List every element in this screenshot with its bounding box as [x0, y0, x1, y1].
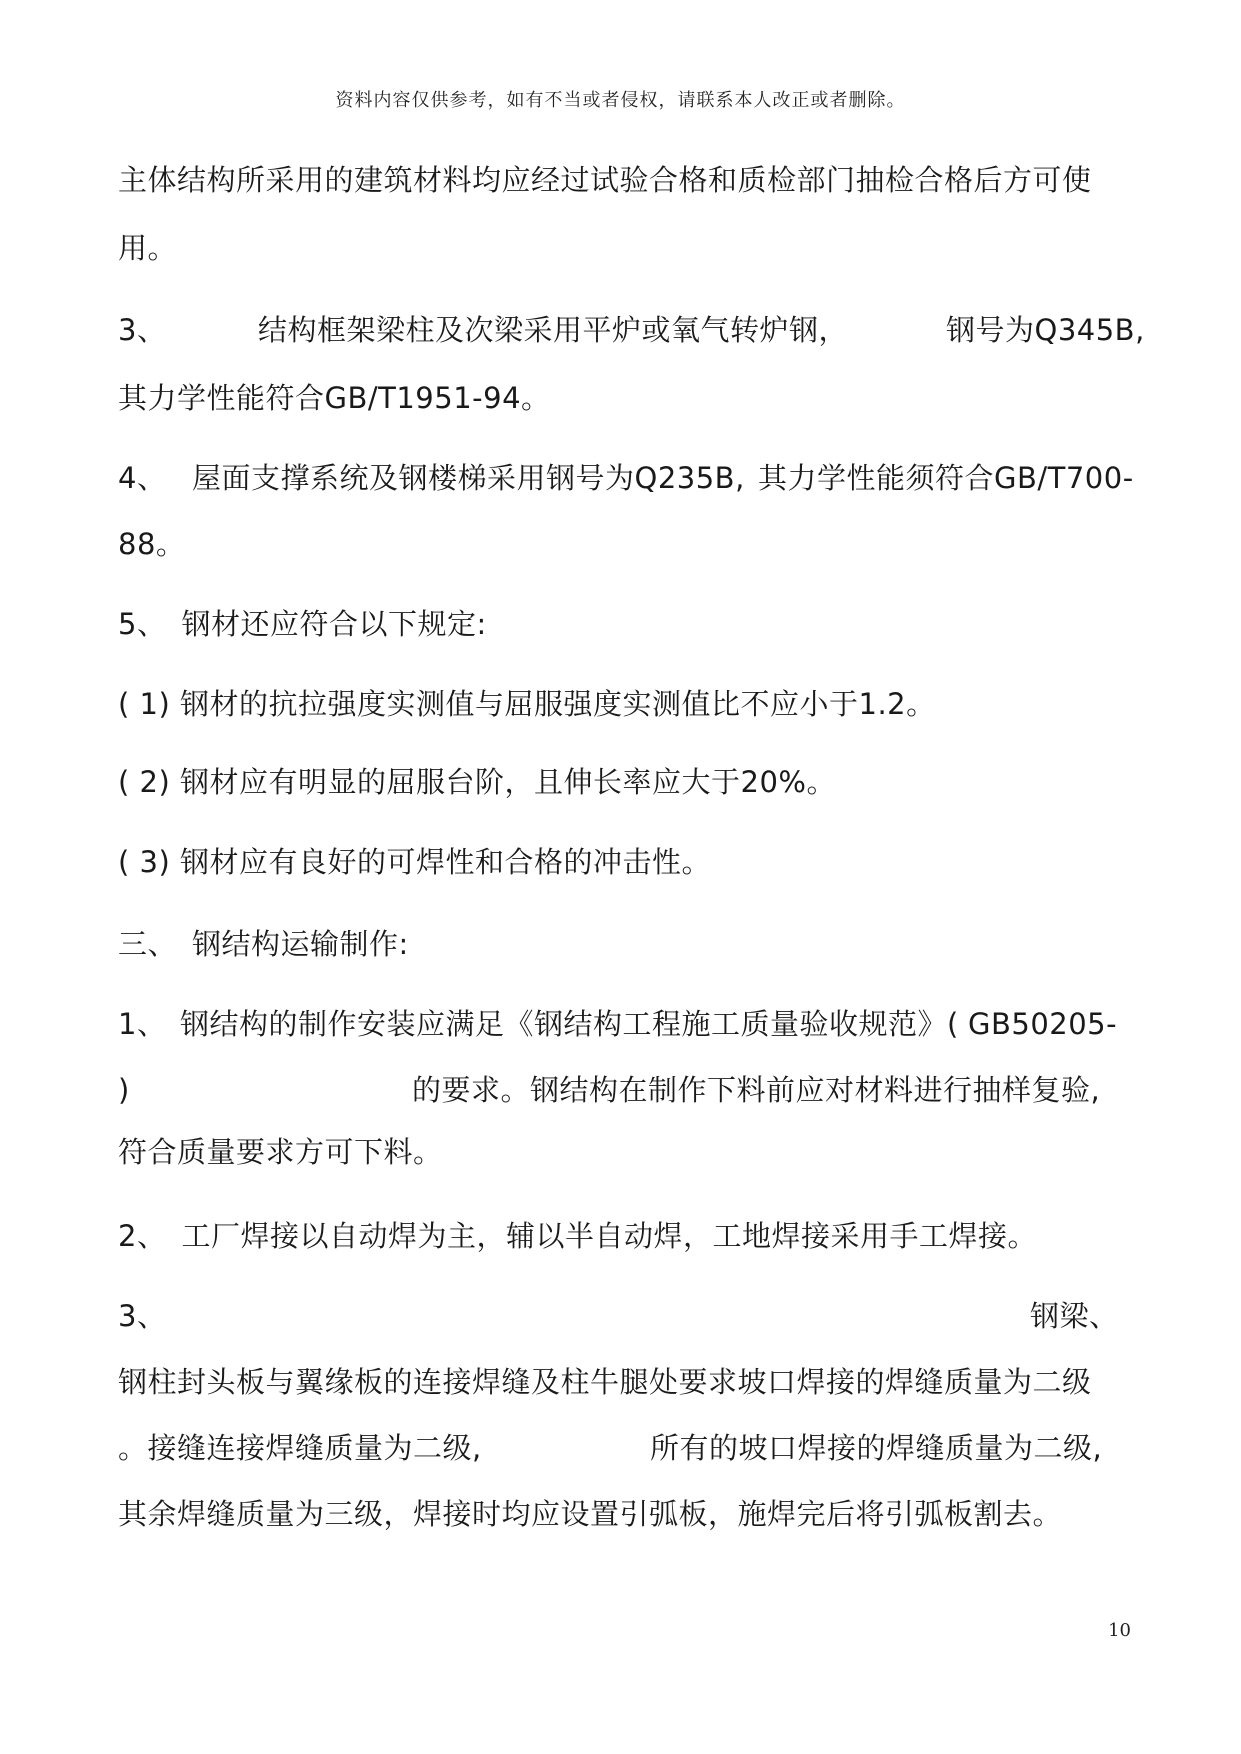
item-number: 3、: [118, 1299, 167, 1333]
item-number: 4、: [118, 461, 167, 495]
body-line: ( 2) 钢材应有明显的屈服台阶，且伸长率应大于20%。: [118, 765, 836, 799]
body-line: 其余焊缝质量为三级，焊接时均应设置引弧板，施焊完后将引弧板割去。: [118, 1497, 1063, 1531]
item-text: 钢结构的制作安装应满足《钢结构工程施工质量验收规范》(: [180, 1007, 959, 1041]
body-line: 其力学性能符合GB/T1951-94。: [118, 381, 551, 415]
body-line: ( 1) 钢材的抗拉强度实测值与屈服强度实测值比不应小于1.2。: [118, 687, 936, 721]
body-line: 符合质量要求方可下料。: [118, 1135, 443, 1169]
body-line: 88。: [118, 527, 186, 561]
item-text: 钢梁、: [1030, 1299, 1119, 1333]
section-heading: 三、 钢结构运输制作:: [118, 927, 409, 961]
body-line: 主体结构所采用的建筑材料均应经过试验合格和质检部门抽检合格后方可使: [118, 163, 1092, 197]
page-number: 10: [1108, 1620, 1131, 1641]
item-number: 3、: [118, 313, 167, 347]
item-text: 结构框架梁柱及次梁采用平炉或氧气转炉钢，: [258, 313, 849, 347]
item-text: ): [118, 1073, 130, 1107]
item-text: 钢号为Q345B,: [946, 313, 1145, 347]
disclaimer-header: 资料内容仅供参考，如有不当或者侵权，请联系本人改正或者删除。: [335, 90, 906, 111]
item-text: 屋面支撑系统及钢楼梯采用钢号为Q235B,: [192, 461, 745, 495]
item-text: 所有的坡口焊接的焊缝质量为二级,: [650, 1431, 1103, 1465]
body-line: 5、 钢材还应符合以下规定:: [118, 607, 487, 641]
item-text: 其力学性能须符合GB/T700-: [758, 461, 1134, 495]
item-number: 1、: [118, 1007, 167, 1041]
body-line: 用。: [118, 231, 178, 265]
body-line: ( 3) 钢材应有良好的可焊性和合格的冲击性。: [118, 845, 712, 879]
body-line: 2、 工厂焊接以自动焊为主，辅以半自动焊，工地焊接采用手工焊接。: [118, 1219, 1037, 1253]
item-text: 的要求。钢结构在制作下料前应对材料进行抽样复验,: [412, 1073, 1101, 1107]
body-line: 钢柱封头板与翼缘板的连接焊缝及柱牛腿处要求坡口焊接的焊缝质量为二级: [118, 1365, 1092, 1399]
item-text: 。接缝连接焊缝质量为二级,: [118, 1431, 482, 1465]
item-text: GB50205-: [968, 1007, 1118, 1041]
